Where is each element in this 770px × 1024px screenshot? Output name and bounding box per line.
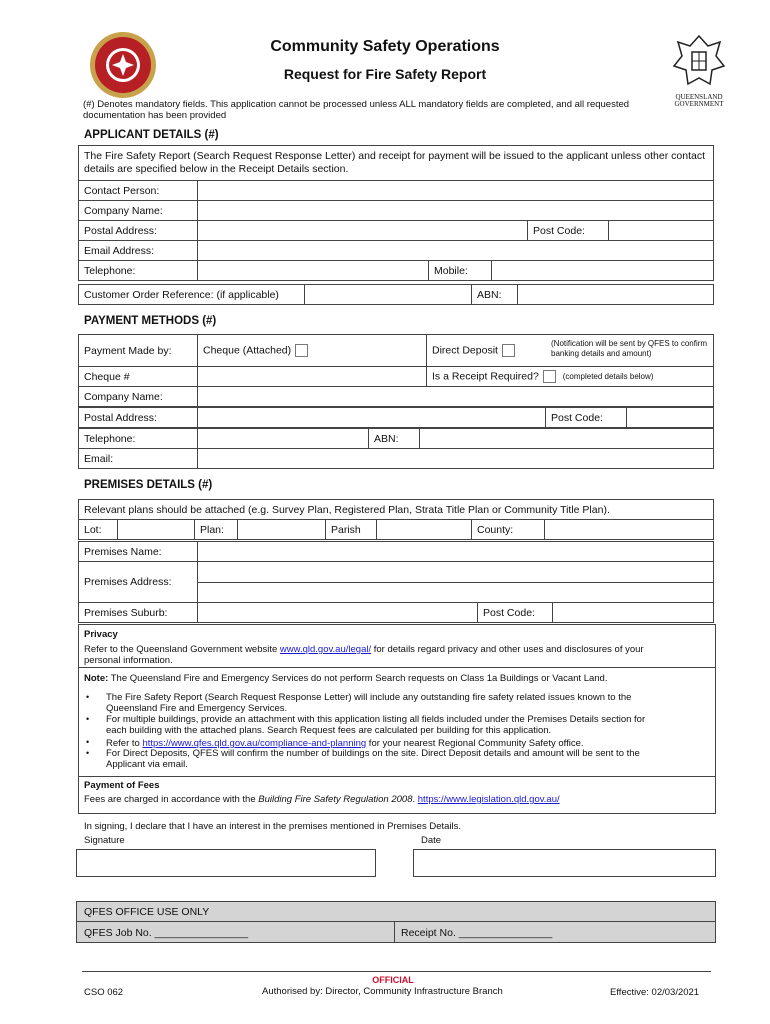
applicant-email-label: Email Address: (79, 241, 198, 261)
premises-name-field[interactable] (198, 542, 714, 562)
direct-deposit-checkbox[interactable] (502, 344, 515, 357)
payment-heading: PAYMENT METHODS (#) (84, 315, 217, 327)
applicant-telephone-label: Telephone: (79, 261, 198, 281)
fees-regulation: Building Fire Safety Regulation 2008 (258, 794, 413, 805)
note-line (84, 673, 709, 684)
receipt-required-checkbox[interactable] (543, 370, 556, 383)
fees-text-before: Fees are charged in accordance with the (84, 794, 259, 805)
bullet-4-line-1: For Direct Deposits, QFES will confirm the number of buildings on the site. Direct Deposit details and amount will be sent to the (106, 748, 640, 759)
official-label: OFFICIAL (372, 975, 414, 985)
bullet-3-after: for your nearest Regional Community Safety office. (366, 738, 584, 749)
bullet-1-dot: • (86, 692, 90, 702)
payment-abn-label: ABN: (369, 429, 420, 449)
premises-heading: PREMISES DETAILS (#) (84, 479, 213, 491)
lot-field[interactable] (118, 520, 195, 540)
bullet-1-line-2: Queensland Fire and Emergency Services. (106, 703, 288, 714)
lot-label: Lot: (79, 520, 118, 540)
applicant-table-2 (78, 284, 714, 305)
page-subtitle: Request for Fire Safety Report (283, 66, 487, 82)
payment-postcode-label: Post Code: (546, 408, 627, 428)
direct-deposit-note: (Notification will be sent by QFES to confirm banking details and amount) (551, 339, 708, 358)
payment-company-label: Company Name: (79, 387, 198, 407)
plan-label: Plan: (195, 520, 238, 540)
premises-suburb-label: Premises Suburb: (79, 603, 198, 623)
privacy-text-line2: personal information. (84, 655, 173, 666)
footer-rule (82, 971, 711, 972)
fees-text (84, 794, 709, 805)
payment-email-field[interactable] (198, 449, 714, 469)
applicant-table (78, 145, 714, 281)
office-receipt-no: Receipt No. ________________ (401, 927, 553, 939)
county-field[interactable] (545, 520, 714, 540)
payment-company-field[interactable] (198, 387, 714, 407)
county-label: County: (472, 520, 545, 540)
fees-link[interactable]: https://www.legislation.qld.gov.au/ (417, 794, 560, 805)
applicant-heading: APPLICANT DETAILS (#) (84, 129, 219, 141)
date-field[interactable] (413, 849, 716, 877)
premises-postcode-field[interactable] (553, 603, 714, 623)
payment-table-3 (78, 428, 714, 469)
privacy-heading: Privacy (84, 629, 118, 640)
office-job-no: QFES Job No. ________________ (84, 927, 249, 939)
premises-intro: Relevant plans should be attached (e.g. Survey Plan, Registered Plan, Strata Title Plan or Community Title Plan). (79, 500, 714, 520)
bullet-3-link[interactable]: https://www.qfes.qld.gov.au/compliance-and-planning (142, 738, 367, 749)
premises-table-2 (78, 541, 714, 623)
office-vdivider (394, 921, 395, 942)
cheque-checkbox[interactable] (295, 344, 308, 357)
bullet-4-dot: • (86, 748, 90, 758)
contact-person-field[interactable] (198, 181, 714, 201)
applicant-company-label: Company Name: (79, 201, 198, 221)
payment-telephone-field[interactable] (198, 429, 369, 449)
gov-logo-text-2: GOVERNMENT (674, 100, 724, 108)
note-label: Note: (84, 673, 109, 684)
signature-field[interactable] (76, 849, 376, 877)
cheque-cell (198, 335, 427, 367)
receipt-note: (completed details below) (562, 372, 654, 382)
applicant-abn-field[interactable] (518, 285, 714, 305)
bullet-2 (106, 714, 696, 736)
privacy-text-after: for details regard privacy and other uses and disclosures of your (371, 644, 644, 655)
bullet-4 (106, 748, 696, 770)
bullet-1 (106, 692, 696, 714)
authorised-by: Authorised by: Director, Community Infrastructure Branch (262, 986, 503, 997)
order-ref-label: Customer Order Reference: (if applicable) (79, 285, 305, 305)
contact-person-label: Contact Person: (79, 181, 198, 201)
cheque-label: Cheque (Attached) (203, 344, 292, 357)
mandatory-note: (#) Denotes mandatory fields. This application cannot be processed unless ALL mandatory fields are completed, and all requested documentation has been provided (83, 99, 630, 121)
parish-label: Parish (326, 520, 377, 540)
payment-telephone-label: Telephone: (79, 429, 198, 449)
receipt-cell (427, 367, 714, 387)
privacy-text (84, 644, 709, 666)
applicant-postcode-label: Post Code: (528, 221, 609, 241)
premises-address-label: Premises Address: (79, 562, 198, 603)
privacy-text-before: Refer to the Queensland Government website (84, 644, 280, 655)
payment-postal-label: Postal Address: (79, 408, 198, 428)
premises-name-label: Premises Name: (79, 542, 198, 562)
effective-date: Effective: 02/03/2021 (610, 987, 700, 998)
signature-label: Signature (84, 835, 125, 846)
office-heading: QFES OFFICE USE ONLY (84, 906, 210, 918)
payment-table (78, 334, 714, 407)
bullet-2-line-1: For multiple buildings, provide an attachment with this application listing all fields included under the Premises Details section for (106, 714, 646, 725)
plan-field[interactable] (238, 520, 326, 540)
cheque-no-label: Cheque # (79, 367, 198, 387)
payment-postcode-field[interactable] (627, 408, 714, 428)
applicant-company-field[interactable] (198, 201, 714, 221)
receipt-required-label: Is a Receipt Required? (432, 370, 539, 383)
fees-heading: Payment of Fees (84, 780, 160, 791)
premises-postcode-label: Post Code: (478, 603, 553, 623)
payment-made-by-label: Payment Made by: (79, 335, 198, 367)
gov-logo-text-1: QUEENSLAND (675, 93, 723, 101)
bullet-3-before: Refer to (106, 738, 143, 749)
direct-deposit-label: Direct Deposit (432, 344, 498, 357)
cheque-no-field[interactable] (198, 367, 427, 387)
parish-field[interactable] (377, 520, 472, 540)
mobile-label: Mobile: (429, 261, 492, 281)
fees-text-mid: . (412, 794, 418, 805)
date-label: Date (421, 835, 442, 846)
bullet-2-dot: • (86, 714, 90, 724)
bullet-1-line-1: The Fire Safety Report (Search Request Response Letter) will include any outstanding fire safety related issues known to the (106, 692, 632, 703)
payment-postal-field[interactable] (198, 408, 546, 428)
premises-address-field-1[interactable] (198, 562, 714, 583)
applicant-abn-label: ABN: (472, 285, 518, 305)
applicant-postcode-field[interactable] (609, 221, 714, 241)
note-text: The Queensland Fire and Emergency Services do not perform Search requests on Class 1a Buildings or Vacant Land. (108, 673, 608, 684)
order-ref-field[interactable] (305, 285, 472, 305)
premises-address-field-2[interactable] (198, 582, 714, 603)
bullet-3-dot: • (86, 737, 90, 747)
declaration-text: In signing, I declare that I have an interest in the premises mentioned in Premises Details. (84, 821, 462, 832)
page-title: Community Safety Operations (270, 38, 500, 55)
applicant-email-field[interactable] (198, 241, 714, 261)
payment-email-label: Email: (79, 449, 198, 469)
form-code: CSO 062 (84, 987, 124, 998)
premises-suburb-field[interactable] (198, 603, 478, 623)
payment-abn-field[interactable] (420, 429, 714, 449)
direct-deposit-cell (427, 335, 714, 367)
bullet-4-line-2: Applicant via email. (106, 759, 188, 770)
applicant-intro: The Fire Safety Report (Search Request Response Letter) and receipt for payment will be issued to the applicant unless other contact details are specified below in the Receipt Details section. (79, 146, 714, 181)
payment-table-2 (78, 407, 714, 428)
privacy-link[interactable]: www.qld.gov.au/legal/ (279, 644, 372, 655)
applicant-telephone-field[interactable] (198, 261, 429, 281)
office-divider (76, 921, 716, 922)
bullet-2-line-2: each building with the attached plans. Search Request fees are calculated per building for this application. (106, 725, 552, 736)
applicant-postal-field[interactable] (198, 221, 528, 241)
premises-table (78, 499, 714, 540)
applicant-postal-label: Postal Address: (79, 221, 198, 241)
mobile-field[interactable] (492, 261, 714, 281)
